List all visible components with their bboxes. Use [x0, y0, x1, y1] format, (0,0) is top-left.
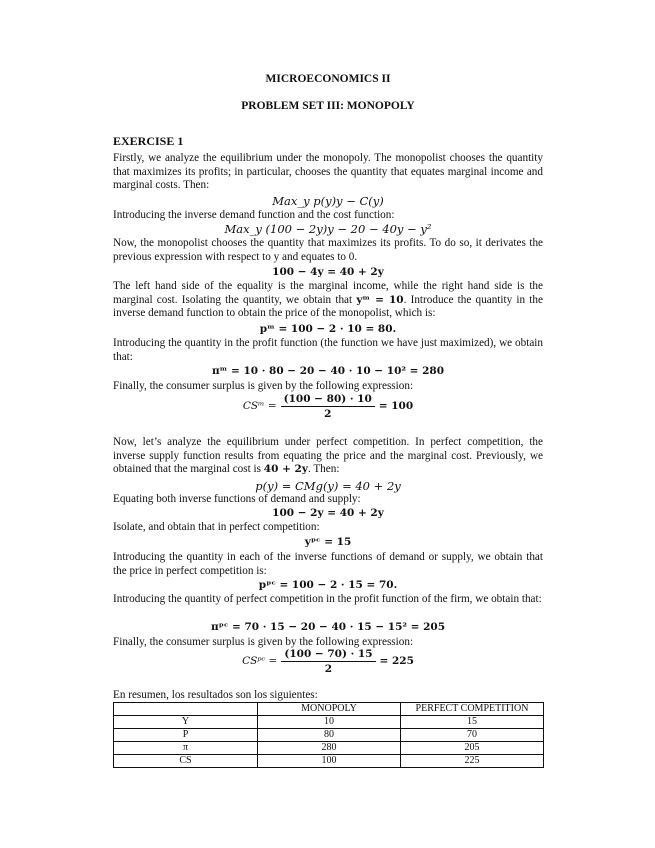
paragraph-3: Now, the monopolist chooses the quantity that maximizes its profits. To do so, it derivates the previous expression with respect to y and equates to 0. [113, 237, 543, 263]
document-subtitle: PROBLEM SET III: MONOPOLY [241, 100, 415, 112]
table-cell: P [114, 729, 258, 742]
table-cell: 80 [258, 729, 401, 742]
table-row [114, 729, 544, 742]
paragraph-5: Introducing the quantity in the profit function (the function we have just maximized), we obtain that: [113, 337, 543, 363]
table-cell: 70 [401, 729, 544, 742]
paragraph-4-monopoly-quantity: yᵐ = 10 [356, 293, 404, 306]
table-cell: 100 [258, 755, 401, 768]
paragraph-7 [113, 436, 543, 477]
table-header-row [114, 703, 544, 716]
equation-12-numerator: (100 − 70) · 15 [281, 648, 375, 662]
table-header-cell: PERFECT COMPETITION [401, 703, 544, 716]
equation-2-text: Max_y (100 − 2y)y − 20 − 40y − y² [224, 222, 432, 236]
equation-12-fraction [281, 648, 375, 675]
paragraph-9: Isolate, and obtain that in perfect competition: [113, 521, 320, 533]
exercise-heading: EXERCISE 1 [113, 134, 184, 148]
equation-9: yᵖᶜ = 15 [304, 536, 352, 548]
table-row [114, 742, 544, 755]
equation-12 [113, 648, 543, 675]
equation-7-text: p(y) = CMg(y) = 40 + 2y [255, 479, 401, 493]
equation-6-fraction [281, 393, 375, 420]
paragraph-4 [113, 280, 543, 321]
equation-12-lhs: CSᵖᶜ = [242, 655, 278, 668]
equation-12-denominator: 2 [324, 663, 333, 675]
equation-2 [113, 222, 543, 236]
paragraph-11: Introducing the quantity of perfect competition in the profit function of the firm, we obtain that: [113, 593, 542, 605]
paragraph-6: Finally, the consumer surplus is given by the following expression: [113, 380, 414, 392]
equation-1-text: Max_y p(y)y − C(y) [272, 194, 384, 208]
paragraph-10: Introducing the quantity in each of the inverse functions of demand or supply, we obtain that the price in perfect competition is: [113, 551, 543, 577]
results-table [113, 702, 544, 768]
table-cell: 225 [401, 755, 544, 768]
document-title: MICROECONOMICS II [265, 73, 391, 85]
equation-6 [113, 393, 543, 420]
table-header-cell: MONOPOLY [258, 703, 401, 716]
paragraph-8: Equating both inverse functions of demand and supply: [113, 493, 361, 505]
paragraph-7-marginal-cost: 40 + 2y [263, 463, 308, 476]
paragraph-4-part-a: The left hand side of the equality is the marginal income, while the right hand side is the marginal cost. Isolating the quantity, we obtain that [113, 280, 543, 306]
table-cell: 10 [258, 716, 401, 729]
equation-8: 100 − 2y = 40 + 2y [272, 507, 384, 519]
paragraph-4-part-b: . Introduce the quantity in the inverse demand function to obtain the price of the monopolist, which is: [113, 293, 543, 320]
equation-5: πᵐ = 10 · 80 − 20 − 40 · 10 − 10² = 280 [212, 365, 444, 377]
table-cell: 205 [401, 742, 544, 755]
paragraph-2: Introducing the inverse demand function and the cost function: [113, 209, 395, 221]
table-cell: CS [114, 755, 258, 768]
equation-1 [113, 194, 543, 208]
table-row [114, 755, 544, 768]
equation-6-denominator: 2 [324, 408, 332, 420]
equation-6-rhs: = 100 [378, 400, 414, 413]
equation-10: pᵖᶜ = 100 − 2 · 15 = 70. [258, 579, 398, 591]
paragraph-7-part-a: Now, let’s analyze the equilibrium under perfect competition. In perfect competition, the inverse supply function results from equating the price and the marginal cost. Previously, we obtained that the marginal cost is [113, 436, 543, 476]
table-cell: 280 [258, 742, 401, 755]
paragraph-7-part-b: . Then: [307, 463, 340, 476]
equation-6-lhs: CSᵐ = [242, 400, 277, 413]
equation-4: pᵐ = 100 − 2 · 10 = 80. [259, 323, 397, 335]
table-cell: Y [114, 716, 258, 729]
paragraph-13: En resumen, los resultados son los siguientes: [113, 689, 318, 701]
equation-7 [113, 479, 543, 493]
table-cell: 15 [401, 716, 544, 729]
table-cell: π [114, 742, 258, 755]
equation-3: 100 − 4y = 40 + 2y [272, 266, 384, 278]
table-header-cell [114, 703, 258, 716]
paragraph-1: Firstly, we analyze the equilibrium under the monopoly. The monopolist chooses the quantity that maximizes its profits; in particular, chooses the quantity that equates marginal income and marginal costs. Then: [113, 152, 543, 192]
equation-12-rhs: = 225 [379, 655, 414, 668]
table-row [114, 716, 544, 729]
equation-6-numerator: (100 − 80) · 10 [281, 393, 375, 407]
paragraph-12: Finally, the consumer surplus is given by the following expression: [113, 636, 414, 648]
equation-11: πᵖᶜ = 70 · 15 − 20 − 40 · 15 − 15² = 205 [210, 621, 446, 633]
